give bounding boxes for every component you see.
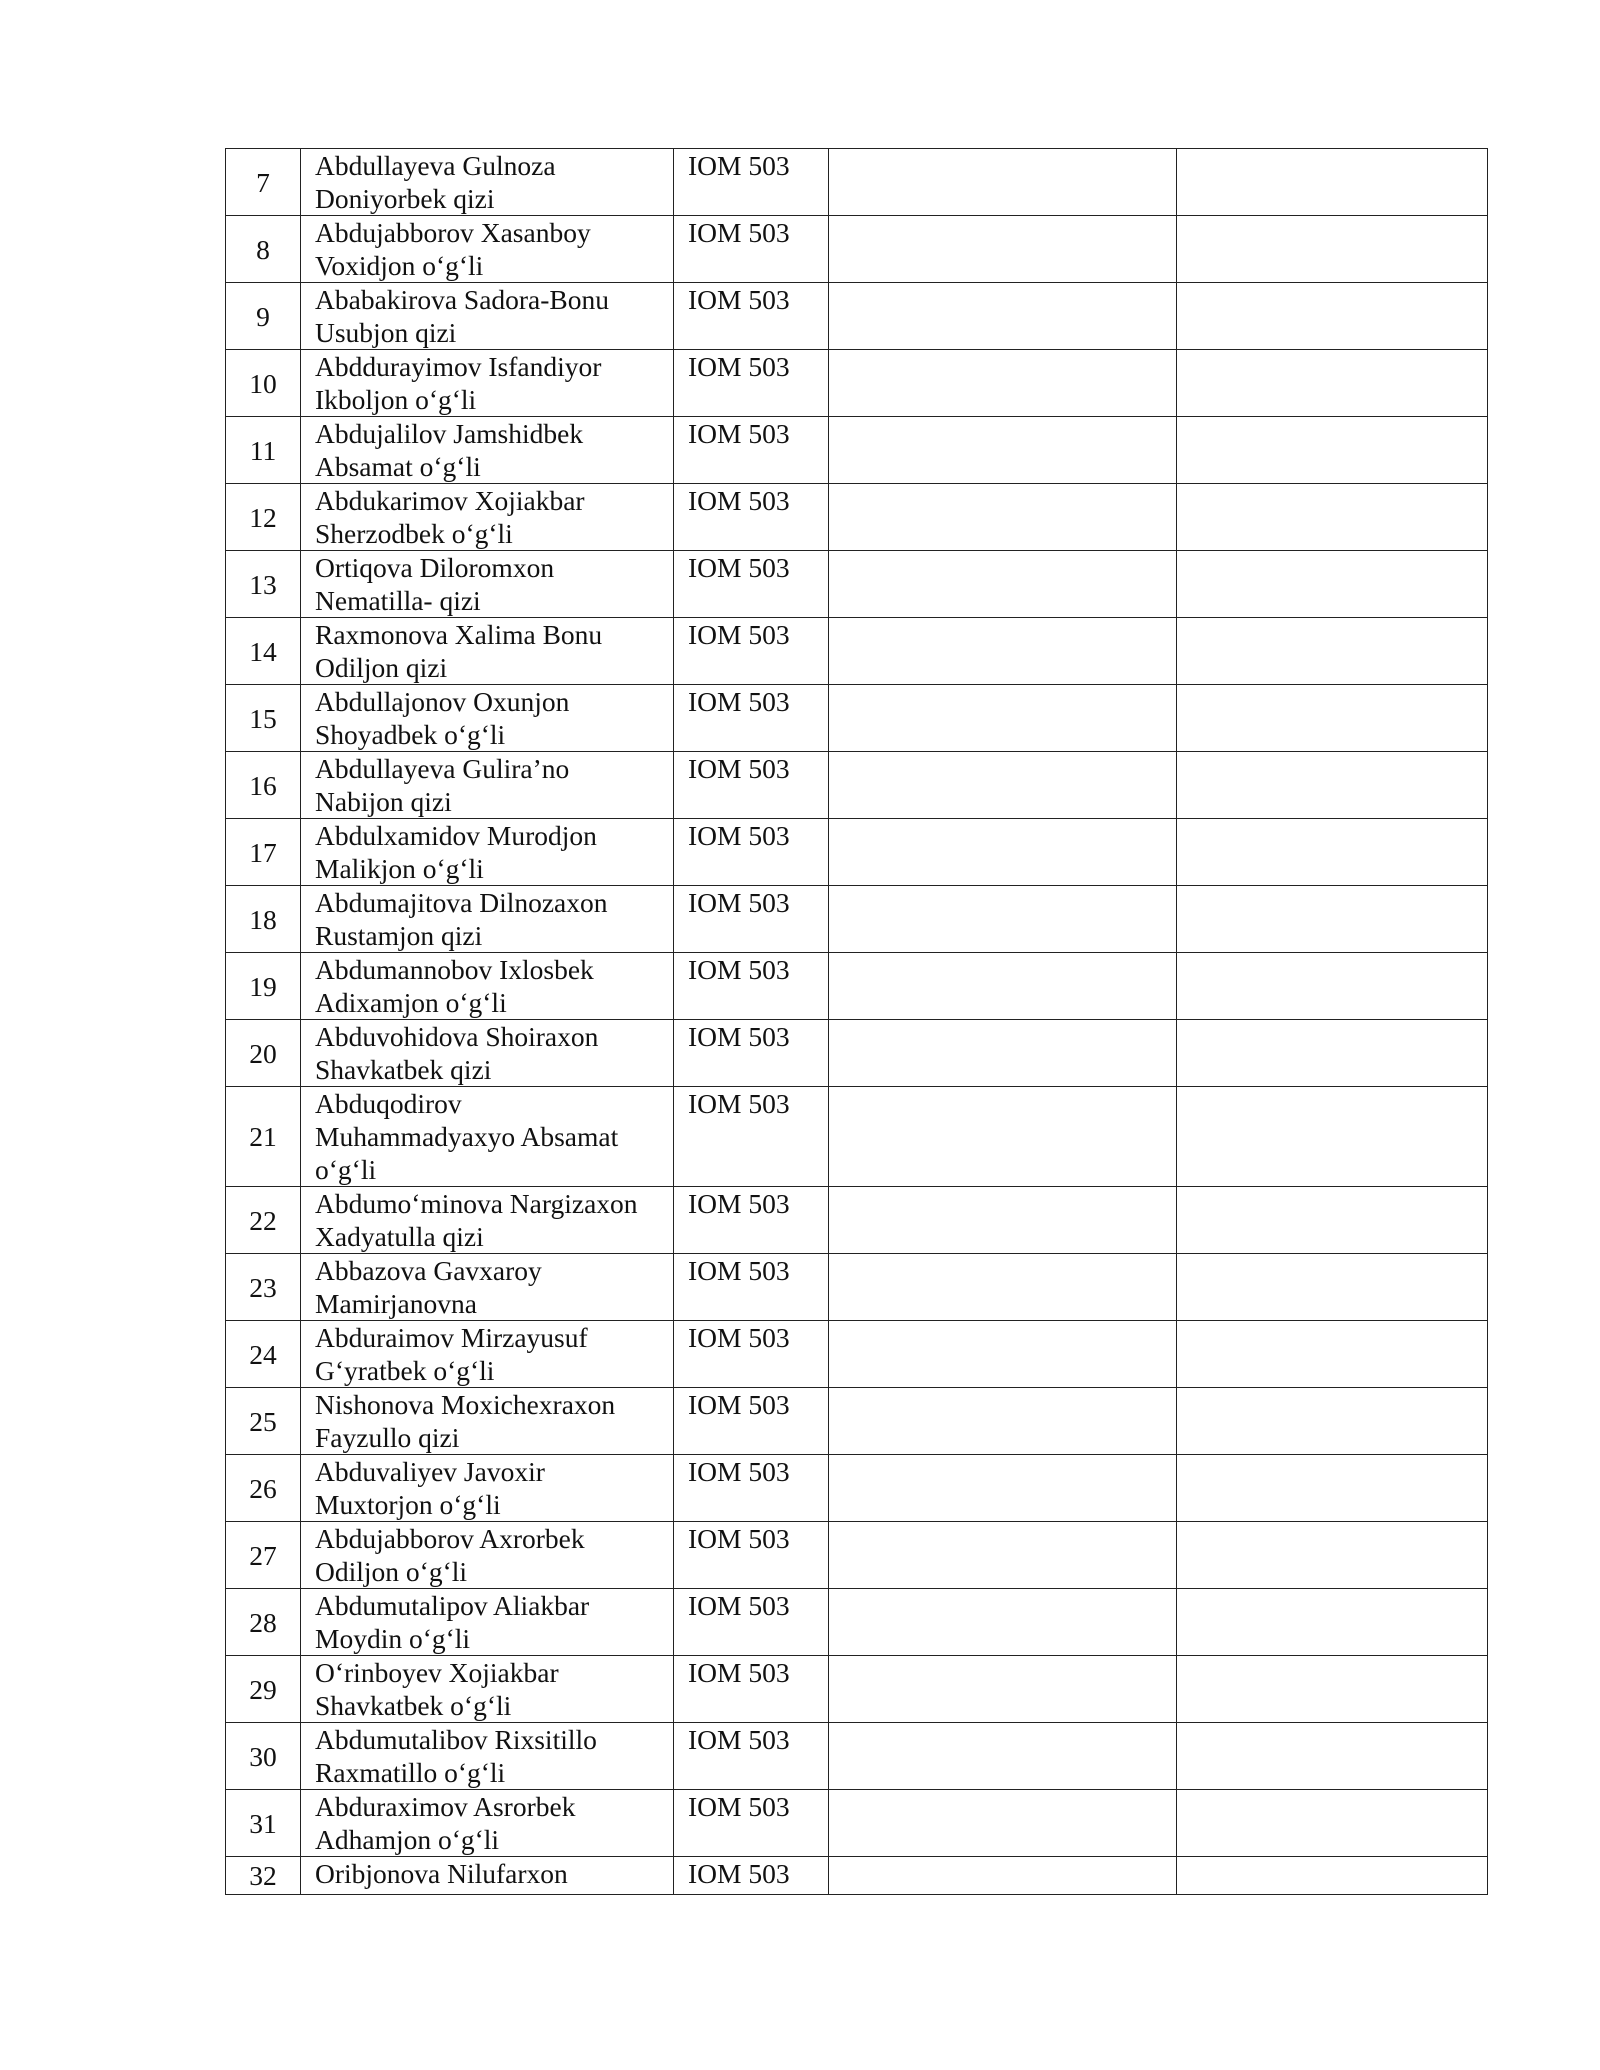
empty-cell (829, 1187, 1177, 1254)
group-cell: IOM 503 (674, 1087, 829, 1187)
empty-cell (829, 1087, 1177, 1187)
student-name-cell (301, 685, 674, 752)
group-cell: IOM 503 (674, 819, 829, 886)
student-name-line: Nematilla- qizi (315, 585, 481, 616)
student-name-line: Abddurayimov Isfandiyor (315, 351, 602, 382)
student-name-cell (301, 819, 674, 886)
empty-cell (829, 149, 1177, 216)
empty-cell (1177, 1187, 1488, 1254)
empty-cell (829, 685, 1177, 752)
student-name-line: Abbazova Gavxaroy (315, 1255, 542, 1286)
student-name-line: Moydin o‘g‘li (315, 1623, 471, 1654)
student-name-cell (301, 1857, 674, 1895)
student-name-cell (301, 1087, 674, 1187)
table-row (226, 1790, 1488, 1857)
student-name-cell (301, 484, 674, 551)
row-number-cell: 24 (226, 1321, 301, 1388)
empty-cell (1177, 1589, 1488, 1656)
group-cell: IOM 503 (674, 1321, 829, 1388)
student-name-cell (301, 149, 674, 216)
row-number-cell: 21 (226, 1087, 301, 1187)
student-name-line: Oribjonova Nilufarxon (315, 1858, 568, 1889)
empty-cell (1177, 216, 1488, 283)
empty-cell (1177, 283, 1488, 350)
empty-cell (1177, 149, 1488, 216)
group-cell: IOM 503 (674, 886, 829, 953)
group-cell: IOM 503 (674, 149, 829, 216)
student-name-line: Fayzullo qizi (315, 1422, 460, 1453)
row-number-cell: 7 (226, 149, 301, 216)
empty-cell (1177, 1321, 1488, 1388)
table-row (226, 551, 1488, 618)
student-name-line: Shavkatbek qizi (315, 1054, 492, 1085)
empty-cell (829, 618, 1177, 685)
student-name-cell (301, 1790, 674, 1857)
student-name-line: Abdullayeva Gulnoza (315, 150, 556, 181)
table-row (226, 216, 1488, 283)
student-name-cell (301, 618, 674, 685)
student-name-line: Abdujabborov Xasanboy (315, 217, 591, 248)
student-name-line: Nishonova Moxichexraxon (315, 1389, 616, 1420)
empty-cell (1177, 1254, 1488, 1321)
empty-cell (829, 1522, 1177, 1589)
student-name-cell (301, 1020, 674, 1087)
row-number-cell: 30 (226, 1723, 301, 1790)
student-name-line: Abduraximov Asrorbek (315, 1791, 576, 1822)
student-name-line: Abduraimov Mirzayusuf (315, 1322, 588, 1353)
student-name-line: Nabijon qizi (315, 786, 452, 817)
group-cell: IOM 503 (674, 1187, 829, 1254)
group-cell: IOM 503 (674, 1020, 829, 1087)
student-name-line: Abdumannobov Ixlosbek (315, 954, 594, 985)
group-cell: IOM 503 (674, 216, 829, 283)
empty-cell (829, 819, 1177, 886)
empty-cell (1177, 685, 1488, 752)
table-row (226, 1857, 1488, 1895)
empty-cell (829, 417, 1177, 484)
student-name-line: Malikjon o‘g‘li (315, 853, 484, 884)
student-name-cell (301, 1321, 674, 1388)
student-name-line: Odiljon qizi (315, 652, 448, 683)
table-row (226, 1522, 1488, 1589)
empty-cell (829, 1020, 1177, 1087)
group-cell: IOM 503 (674, 1857, 829, 1895)
student-name-line: Abdujalilov Jamshidbek (315, 418, 584, 449)
empty-cell (1177, 1723, 1488, 1790)
group-cell: IOM 503 (674, 1656, 829, 1723)
group-cell: IOM 503 (674, 417, 829, 484)
row-number-cell: 11 (226, 417, 301, 484)
empty-cell (1177, 1857, 1488, 1895)
student-name-line: O‘rinboyev Xojiakbar (315, 1657, 559, 1688)
table-row (226, 1087, 1488, 1187)
empty-cell (1177, 618, 1488, 685)
roster-body (226, 149, 1488, 1895)
row-number-cell: 27 (226, 1522, 301, 1589)
table-row (226, 618, 1488, 685)
student-name-cell (301, 1656, 674, 1723)
student-name-line: Mamirjanovna (315, 1288, 477, 1319)
empty-cell (829, 1388, 1177, 1455)
student-name-line: Sherzodbek o‘g‘li (315, 518, 513, 549)
empty-cell (829, 1589, 1177, 1656)
empty-cell (1177, 1388, 1488, 1455)
table-row (226, 819, 1488, 886)
row-number-cell: 13 (226, 551, 301, 618)
student-name-cell (301, 1723, 674, 1790)
row-number-cell: 17 (226, 819, 301, 886)
empty-cell (1177, 819, 1488, 886)
empty-cell (1177, 551, 1488, 618)
row-number-cell: 23 (226, 1254, 301, 1321)
row-number-cell: 32 (226, 1857, 301, 1895)
empty-cell (1177, 1656, 1488, 1723)
group-cell: IOM 503 (674, 1790, 829, 1857)
table-row (226, 1321, 1488, 1388)
student-name-cell (301, 1522, 674, 1589)
empty-cell (829, 350, 1177, 417)
student-name-cell (301, 1187, 674, 1254)
group-cell: IOM 503 (674, 283, 829, 350)
table-row (226, 1589, 1488, 1656)
group-cell: IOM 503 (674, 618, 829, 685)
empty-cell (1177, 1087, 1488, 1187)
group-cell: IOM 503 (674, 752, 829, 819)
student-name-line: Odiljon o‘g‘li (315, 1556, 468, 1587)
empty-cell (829, 1857, 1177, 1895)
student-name-line: Ababakirova Sadora-Bonu (315, 284, 610, 315)
student-name-line: Abdullajonov Oxunjon (315, 686, 570, 717)
row-number-cell: 15 (226, 685, 301, 752)
empty-cell (829, 216, 1177, 283)
row-number-cell: 26 (226, 1455, 301, 1522)
student-name-line: Absamat o‘g‘li (315, 451, 481, 482)
row-number-cell: 16 (226, 752, 301, 819)
table-row (226, 1455, 1488, 1522)
row-number-cell: 29 (226, 1656, 301, 1723)
row-number-cell: 28 (226, 1589, 301, 1656)
student-name-line: Abdumutalipov Aliakbar (315, 1590, 590, 1621)
empty-cell (829, 752, 1177, 819)
student-name-line: Voxidjon o‘g‘li (315, 250, 484, 281)
student-name-line: Abdumutalibov Rixsitillo (315, 1724, 597, 1755)
student-name-cell (301, 216, 674, 283)
empty-cell (1177, 484, 1488, 551)
table-row (226, 283, 1488, 350)
student-name-line: Abduvaliyev Javoxir (315, 1456, 545, 1487)
row-number-cell: 14 (226, 618, 301, 685)
student-name-line: G‘yratbek o‘g‘li (315, 1355, 495, 1386)
row-number-cell: 19 (226, 953, 301, 1020)
group-cell: IOM 503 (674, 1455, 829, 1522)
table-row (226, 350, 1488, 417)
empty-cell (1177, 1455, 1488, 1522)
student-name-line: Muxtorjon o‘g‘li (315, 1489, 501, 1520)
row-number-cell: 22 (226, 1187, 301, 1254)
student-name-cell (301, 752, 674, 819)
student-name-line: Shoyadbek o‘g‘li (315, 719, 506, 750)
empty-cell (829, 1254, 1177, 1321)
empty-cell (829, 1723, 1177, 1790)
row-number-cell: 31 (226, 1790, 301, 1857)
student-name-line: Xadyatulla qizi (315, 1221, 484, 1252)
student-name-line: Raxmatillo o‘g‘li (315, 1757, 506, 1788)
table-row (226, 1656, 1488, 1723)
table-row (226, 1388, 1488, 1455)
student-name-line: Abdukarimov Xojiakbar (315, 485, 585, 516)
row-number-cell: 12 (226, 484, 301, 551)
row-number-cell: 8 (226, 216, 301, 283)
table-row (226, 484, 1488, 551)
table-row (226, 953, 1488, 1020)
group-cell: IOM 503 (674, 484, 829, 551)
table-row (226, 1723, 1488, 1790)
student-name-line: Muhammadyaxyo Absamat (315, 1121, 619, 1152)
table-row (226, 752, 1488, 819)
student-name-line: Abdumo‘minova Nargizaxon (315, 1188, 638, 1219)
student-name-line: Adixamjon o‘g‘li (315, 987, 507, 1018)
row-number-cell: 10 (226, 350, 301, 417)
empty-cell (1177, 752, 1488, 819)
student-name-line: Abduqodirov (315, 1088, 462, 1119)
empty-cell (1177, 1522, 1488, 1589)
table-row (226, 1187, 1488, 1254)
student-name-line: Adhamjon o‘g‘li (315, 1824, 500, 1855)
student-name-cell (301, 1254, 674, 1321)
student-name-line: Abdullayeva Gulira’no (315, 753, 570, 784)
group-cell: IOM 503 (674, 685, 829, 752)
student-name-line: Usubjon qizi (315, 317, 457, 348)
student-name-cell (301, 551, 674, 618)
group-cell: IOM 503 (674, 1589, 829, 1656)
row-number-cell: 20 (226, 1020, 301, 1087)
empty-cell (829, 484, 1177, 551)
empty-cell (1177, 1020, 1488, 1087)
student-name-cell (301, 283, 674, 350)
student-name-line: Abdujabborov Axrorbek (315, 1523, 585, 1554)
student-name-cell (301, 417, 674, 484)
student-name-line: Abdulxamidov Murodjon (315, 820, 597, 851)
student-name-cell (301, 1455, 674, 1522)
student-name-line: Abduvohidova Shoiraxon (315, 1021, 599, 1052)
student-name-cell (301, 886, 674, 953)
empty-cell (829, 1790, 1177, 1857)
table-row (226, 1020, 1488, 1087)
student-name-line: Ortiqova Diloromxon (315, 552, 555, 583)
empty-cell (829, 1321, 1177, 1388)
student-name-cell (301, 350, 674, 417)
student-name-line: Ikboljon o‘g‘li (315, 384, 477, 415)
empty-cell (1177, 417, 1488, 484)
empty-cell (1177, 886, 1488, 953)
group-cell: IOM 503 (674, 1522, 829, 1589)
student-roster-table (225, 148, 1488, 1895)
table-row (226, 685, 1488, 752)
student-name-line: Shavkatbek o‘g‘li (315, 1690, 512, 1721)
row-number-cell: 25 (226, 1388, 301, 1455)
empty-cell (829, 953, 1177, 1020)
group-cell: IOM 503 (674, 1723, 829, 1790)
group-cell: IOM 503 (674, 953, 829, 1020)
empty-cell (829, 1656, 1177, 1723)
empty-cell (1177, 953, 1488, 1020)
table-row (226, 1254, 1488, 1321)
empty-cell (829, 551, 1177, 618)
empty-cell (1177, 1790, 1488, 1857)
empty-cell (1177, 350, 1488, 417)
table-row (226, 417, 1488, 484)
student-name-line: o‘g‘li (315, 1154, 377, 1185)
empty-cell (829, 283, 1177, 350)
student-name-cell (301, 953, 674, 1020)
student-name-cell (301, 1388, 674, 1455)
empty-cell (829, 1455, 1177, 1522)
student-name-line: Doniyorbek qizi (315, 183, 495, 214)
group-cell: IOM 503 (674, 551, 829, 618)
group-cell: IOM 503 (674, 350, 829, 417)
row-number-cell: 18 (226, 886, 301, 953)
table-row (226, 886, 1488, 953)
row-number-cell: 9 (226, 283, 301, 350)
group-cell: IOM 503 (674, 1254, 829, 1321)
group-cell: IOM 503 (674, 1388, 829, 1455)
student-name-cell (301, 1589, 674, 1656)
student-name-line: Rustamjon qizi (315, 920, 483, 951)
student-name-line: Raxmonova Xalima Bonu (315, 619, 603, 650)
student-name-line: Abdumajitova Dilnozaxon (315, 887, 608, 918)
empty-cell (829, 886, 1177, 953)
table-row (226, 149, 1488, 216)
